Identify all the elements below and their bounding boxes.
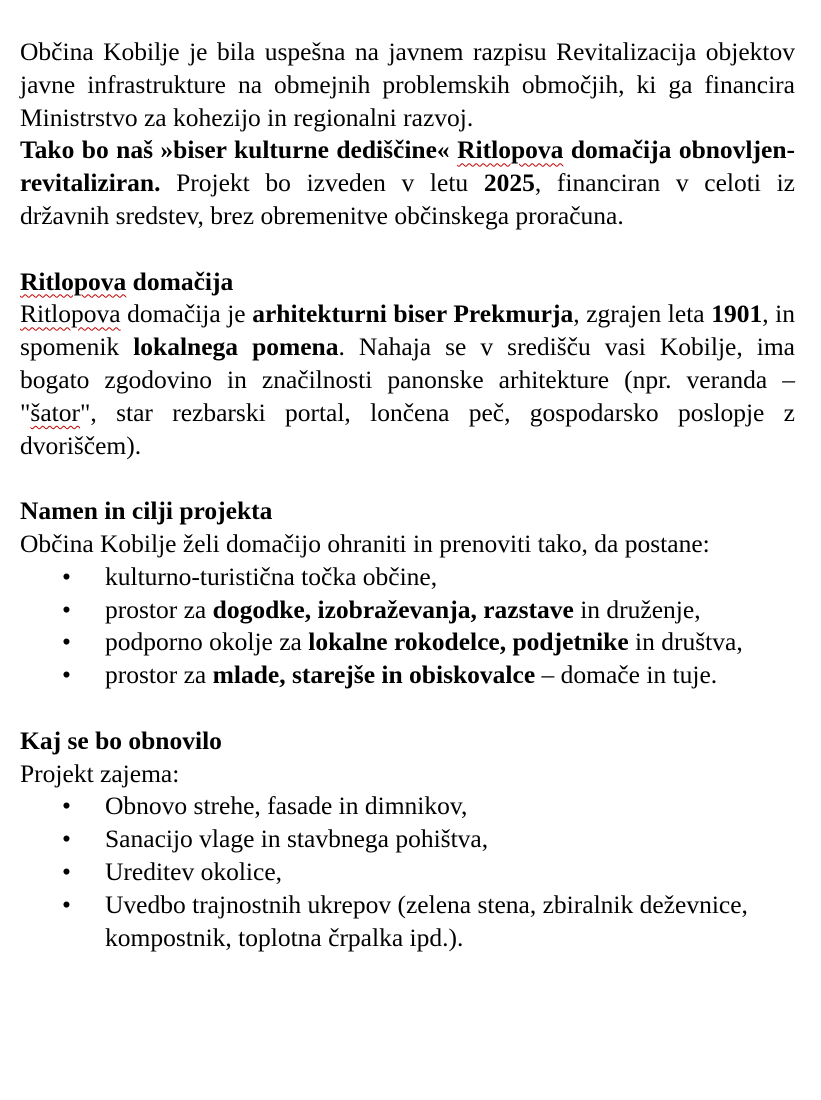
spacer	[20, 462, 795, 495]
list-item-text: prostor za	[105, 660, 213, 690]
spacer	[20, 233, 795, 266]
bullet-marker: •	[62, 594, 71, 624]
list-item-text: – domače in tuje.	[535, 660, 718, 690]
list-item-bold: dogodke, izobraževanja, razstave	[212, 594, 574, 624]
ritlopova-description	[20, 298, 795, 462]
desc-bold-1: arhitekturni biser Prekmurja	[252, 299, 574, 329]
bullet-marker: •	[62, 889, 71, 919]
intro-paragraph: Občina Kobilje je bila uspešna na javnem razpisu Revitalizacija objektov javne infrastrukture na obmejnih problemskih območjih, ki ga financira Ministrstvo za kohezijo in regionalni razvoj.	[20, 37, 795, 132]
list-item-text: Ureditev okolice,	[105, 856, 283, 886]
summary-bold-lead: Tako bo naš »biser kulturne dediščine«	[20, 135, 458, 165]
bullet-marker: •	[62, 561, 71, 591]
list-item-text: prostor za	[105, 594, 213, 624]
list-item	[20, 626, 795, 659]
bullet-marker: •	[62, 627, 71, 657]
summary-bold-name: Ritlopova	[457, 135, 564, 165]
section-heading-ritlopova	[20, 266, 795, 299]
renovation-lead: Projekt zajema:	[20, 758, 180, 788]
desc-text-3: , in spomenik	[20, 299, 795, 362]
desc-text-5: ", star rezbarski portal, lončena peč, gospodarsko poslopje z dvoriščem).	[20, 397, 795, 460]
desc-sator: šator	[30, 397, 80, 427]
goals-lead: Občina Kobilje želi domačijo ohraniti in prenoviti tako, da postane:	[20, 528, 710, 558]
heading-rest: domačija	[126, 266, 234, 296]
summary-year: 2025	[483, 168, 535, 198]
list-item-bold: lokalne rokodelce, podjetnike	[308, 627, 629, 657]
list-item-text: Obnovo strehe, fasade in dimnikov,	[105, 791, 468, 821]
summary-bold-end: domačija obnovljen-revitaliziran.	[20, 135, 795, 198]
desc-text-2: , zgrajen leta	[573, 299, 712, 329]
desc-bold-year: 1901	[711, 299, 763, 329]
desc-bold-2: lokalnega pomena	[133, 332, 339, 362]
list-item-text: podporno okolje za	[105, 627, 309, 657]
heading-name: Ritlopova	[20, 266, 127, 296]
project-summary-paragraph	[20, 134, 795, 232]
section-heading-goals: Namen in cilji projekta	[20, 496, 273, 526]
list-item	[20, 659, 795, 692]
section-heading-renovation: Kaj se bo obnovilo	[20, 725, 222, 755]
list-item-text: in druženje,	[573, 594, 701, 624]
bullet-marker: •	[62, 824, 71, 854]
bullet-marker: •	[62, 660, 71, 690]
list-item	[20, 889, 795, 955]
list-item-text: in društva,	[628, 627, 743, 657]
renovation-list	[20, 790, 795, 954]
desc-text-4: . Nahaja se v središču vasi Kobilje, ima bogato zgodovino in značilnosti panonske arhitekture (npr. veranda – "	[20, 332, 795, 427]
list-item	[20, 823, 795, 856]
document-page	[20, 36, 795, 954]
summary-text-end: , financiran v celoti iz državnih sredstev, brez obremenitve občinskega proračuna.	[20, 168, 795, 230]
list-item-text: Sanacijo vlage in stavbnega pohištva,	[105, 824, 489, 854]
list-item-text: kulturno-turistična točka občine,	[105, 561, 438, 591]
bullet-marker: •	[62, 791, 71, 821]
bullet-marker: •	[62, 856, 71, 886]
desc-text-1: domačija je	[120, 299, 253, 329]
list-item-bold: mlade, starejše in obiskovalce	[212, 660, 536, 690]
desc-name: Ritlopova	[20, 299, 121, 329]
list-item	[20, 856, 795, 889]
list-item	[20, 561, 795, 594]
summary-text: Projekt bo izveden v letu	[160, 168, 484, 198]
spacer	[20, 692, 795, 725]
goals-list	[20, 561, 795, 692]
list-item-text: Uvedbo trajnostnih ukrepov (zelena stena, zbiralnik deževnice, kompostnik, toplotna črpalka ipd.).	[105, 889, 748, 952]
list-item	[20, 790, 795, 823]
list-item	[20, 594, 795, 627]
